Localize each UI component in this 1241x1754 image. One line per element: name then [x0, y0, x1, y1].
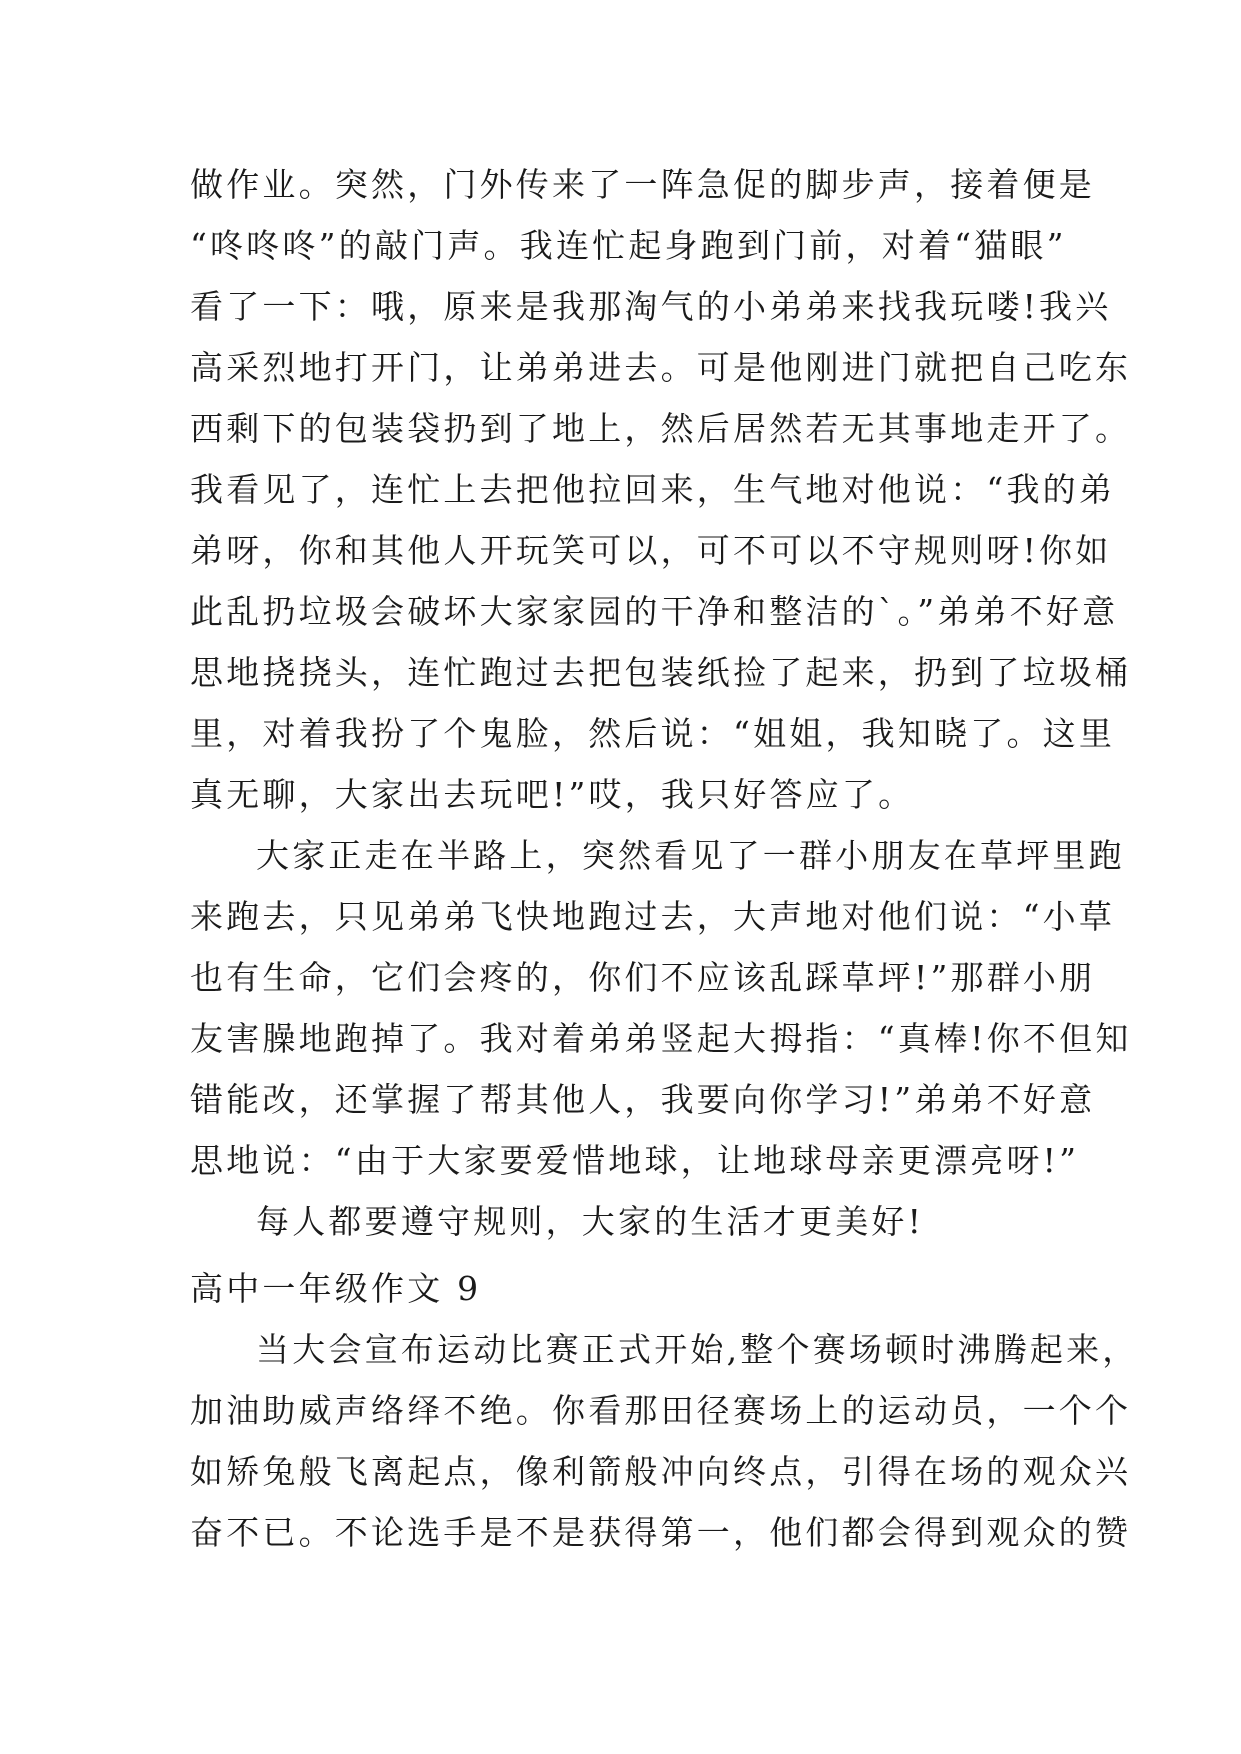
- essay-body: [190, 1319, 1139, 1563]
- text-line: 奋不已。不论选手是不是获得第一，他们都会得到观众的赞: [190, 1513, 1132, 1552]
- text-line: 加油助威声络绎不绝。你看那田径赛场上的运动员，一个个: [190, 1391, 1132, 1430]
- text-line: 里，对着我扮了个鬼脸，然后说：“姐姐，我知晓了。这里: [190, 714, 1116, 753]
- text-line: 西剩下的包装袋扔到了地上，然后居然若无其事地走开了。: [190, 409, 1132, 448]
- text-line: 思地说：“由于大家要爱惜地球，让地球母亲更漂亮呀!”: [190, 1141, 1080, 1180]
- text-line: 大家正走在半路上，突然看见了一群小朋友在草坪里跑: [256, 836, 1125, 875]
- text-line: 当大会宣布运动比赛正式开始,整个赛场顿时沸腾起来，: [256, 1330, 1139, 1369]
- text-line: 错能改，还掌握了帮其他人，我要向你学习!”弟弟不好意: [190, 1080, 1096, 1119]
- text-line: 弟呀，你和其他人开玩笑可以，可不可以不守规则呀!你如: [190, 531, 1112, 570]
- section-heading: 高中一年级作文 9: [190, 1269, 482, 1308]
- text-line: 看了一下：哦，原来是我那淘气的小弟弟来找我玩喽!我兴: [190, 287, 1112, 326]
- text-line: 做作业。突然，门外传来了一阵急促的脚步声，接着便是: [190, 165, 1095, 204]
- text-line: 思地挠挠头，连忙跑过去把包装纸捡了起来，扔到了垃圾桶: [190, 653, 1132, 692]
- text-line: 友害臊地跑掉了。我对着弟弟竖起大拇指：“真棒!你不但知: [190, 1019, 1132, 1058]
- text-line: 此乱扔垃圾会破坏大家家园的干净和整洁的`。”弟弟不好意: [190, 592, 1119, 631]
- text-line: 如矫兔般飞离起点，像利箭般冲向终点，引得在场的观众兴: [190, 1452, 1132, 1491]
- text-line: 真无聊，大家出去玩吧!”哎，我只好答应了。: [190, 775, 915, 814]
- text-line: “咚咚咚”的敲门声。我连忙起身跑到门前，对着“猫眼”: [190, 226, 1067, 265]
- text-line: 也有生命，它们会疼的，你们不应该乱踩草坪!”那群小朋: [190, 958, 1096, 997]
- text-line: 高采烈地打开门，让弟弟进去。可是他刚进门就把自己吃东: [190, 348, 1132, 387]
- story-body: [190, 154, 1132, 1252]
- text-line: 我看见了，连忙上去把他拉回来，生气地对他说：“我的弟: [190, 470, 1116, 509]
- text-line: 每人都要遵守规则，大家的生活才更美好!: [256, 1202, 925, 1241]
- text-line: 来跑去，只见弟弟飞快地跑过去，大声地对他们说：“小草: [190, 897, 1116, 936]
